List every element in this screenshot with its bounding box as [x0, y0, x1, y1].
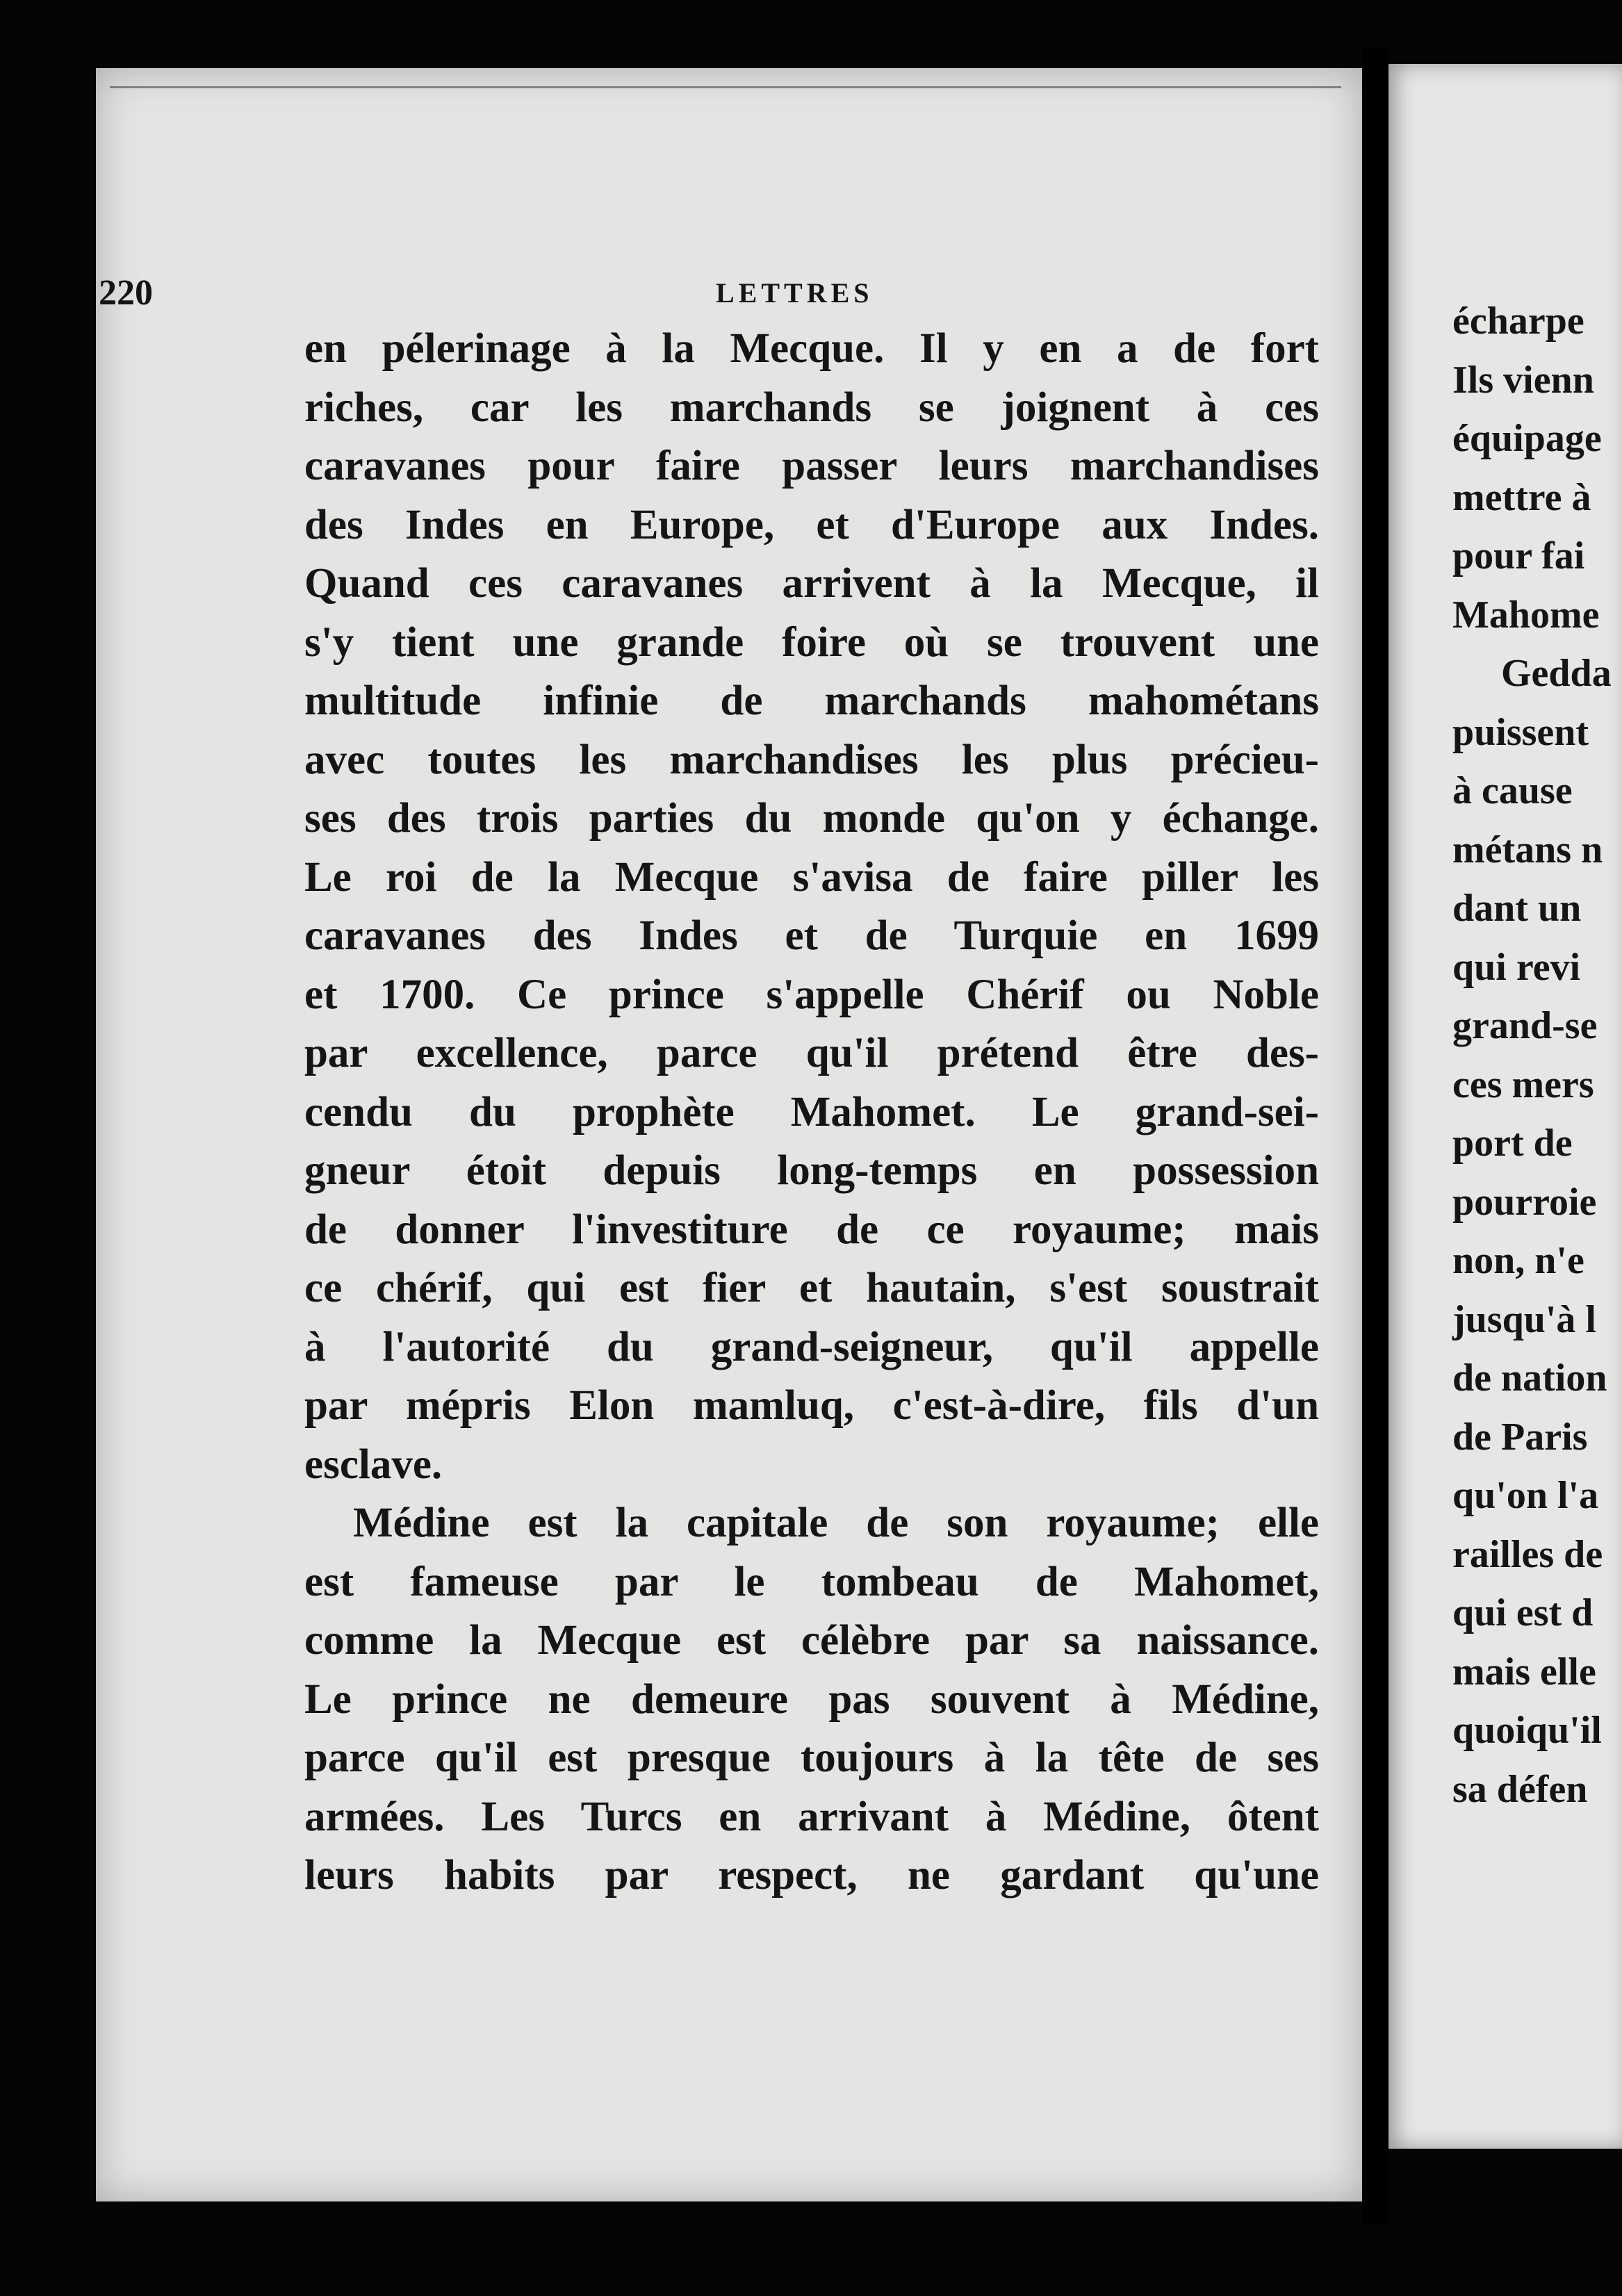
text-line: Mahome — [1452, 593, 1600, 637]
text-line: par excellence, parce qu'il prétend être des- — [304, 1030, 1319, 1076]
text-line: Gedda — [1501, 652, 1612, 695]
text-line: ses des trois parties du monde qu'on y échange. — [304, 795, 1319, 842]
text-line: écharpe — [1452, 300, 1584, 343]
text-line: qu'on l'a — [1452, 1474, 1599, 1517]
text-line: en pélerinage à la Mecque. Il y en a de fort — [304, 325, 1319, 372]
text-line: équipage — [1452, 417, 1602, 460]
text-line: et 1700. Ce prince s'appelle Chérif ou Noble — [304, 971, 1319, 1018]
text-line: métans n — [1452, 828, 1603, 871]
text-line: ces mers — [1452, 1063, 1594, 1106]
text-line: caravanes pour faire passer leurs marchandises — [304, 443, 1319, 489]
text-line: mais elle — [1452, 1650, 1596, 1694]
text-line: railles de — [1452, 1532, 1603, 1576]
page-number: 220 — [99, 273, 153, 313]
text-line: Quand ces caravanes arrivent à la Mecque, il — [304, 560, 1319, 607]
text-line: cendu du prophète Mahomet. Le grand-sei- — [304, 1088, 1319, 1135]
text-line: de Paris — [1452, 1415, 1588, 1459]
text-line: est fameuse par le tombeau de Mahomet, — [304, 1558, 1319, 1605]
text-line: qui revi — [1452, 945, 1581, 989]
text-line: armées. Les Turcs en arrivant à Médine, ôtent — [304, 1793, 1319, 1840]
text-line: leurs habits par respect, ne gardant qu'une — [304, 1852, 1319, 1899]
text-line: port de — [1452, 1122, 1573, 1165]
text-line: grand-se — [1452, 1004, 1598, 1047]
text-line: Le prince ne demeure pas souvent à Médine, — [304, 1675, 1319, 1723]
text-line: de nation — [1452, 1356, 1607, 1400]
text-line: quoiqu'il — [1452, 1709, 1602, 1752]
text-line: riches, car les marchands se joignent à ces — [304, 384, 1319, 431]
text-line: Le roi de la Mecque s'avisa de faire piller les — [304, 853, 1319, 901]
text-line: jusqu'à l — [1452, 1297, 1596, 1341]
text-line: à l'autorité du grand-seigneur, qu'il appelle — [304, 1323, 1319, 1370]
text-line: Médine est la capitale de son royaume; elle — [353, 1500, 1319, 1546]
text-line: des Indes en Europe, et d'Europe aux Indes. — [304, 501, 1319, 548]
right-page-text — [1452, 292, 1622, 1819]
left-page-text — [304, 320, 1319, 1905]
text-line: mettre à — [1452, 475, 1591, 519]
text-line: parce qu'il est presque toujours à la tête de ses — [304, 1735, 1319, 1781]
running-head: LETTRES — [716, 277, 874, 309]
text-line: esclave. — [304, 1441, 443, 1488]
text-line: pour fai — [1452, 534, 1585, 577]
book-gutter — [1362, 49, 1388, 2224]
text-line: comme la Mecque est célèbre par sa naissance. — [304, 1617, 1319, 1664]
text-line: puissent — [1452, 710, 1589, 754]
text-line: de donner l'investiture de ce royaume; mais — [304, 1206, 1319, 1253]
text-line: pourroie — [1452, 1180, 1597, 1224]
text-line: Ils vienn — [1452, 358, 1594, 402]
text-line: non, n'e — [1452, 1239, 1584, 1282]
text-line: gneur étoit depuis long-temps en possession — [304, 1147, 1319, 1194]
text-line: à cause — [1452, 769, 1573, 812]
text-line: avec toutes les marchandises les plus précieu- — [304, 736, 1319, 783]
text-line: sa défen — [1452, 1767, 1588, 1811]
text-line: dant un — [1452, 887, 1582, 930]
text-line: s'y tient une grande foire où se trouvent une — [304, 618, 1319, 666]
text-line: ce chérif, qui est fier et hautain, s'est soustrait — [304, 1265, 1319, 1311]
text-line: multitude infinie de marchands mahométans — [304, 678, 1319, 724]
text-line: caravanes des Indes et de Turquie en 1699 — [304, 912, 1319, 959]
text-line: par mépris Elon mamluq, c'est-à-dire, fils d'un — [304, 1382, 1319, 1429]
text-line: qui est d — [1452, 1591, 1594, 1634]
